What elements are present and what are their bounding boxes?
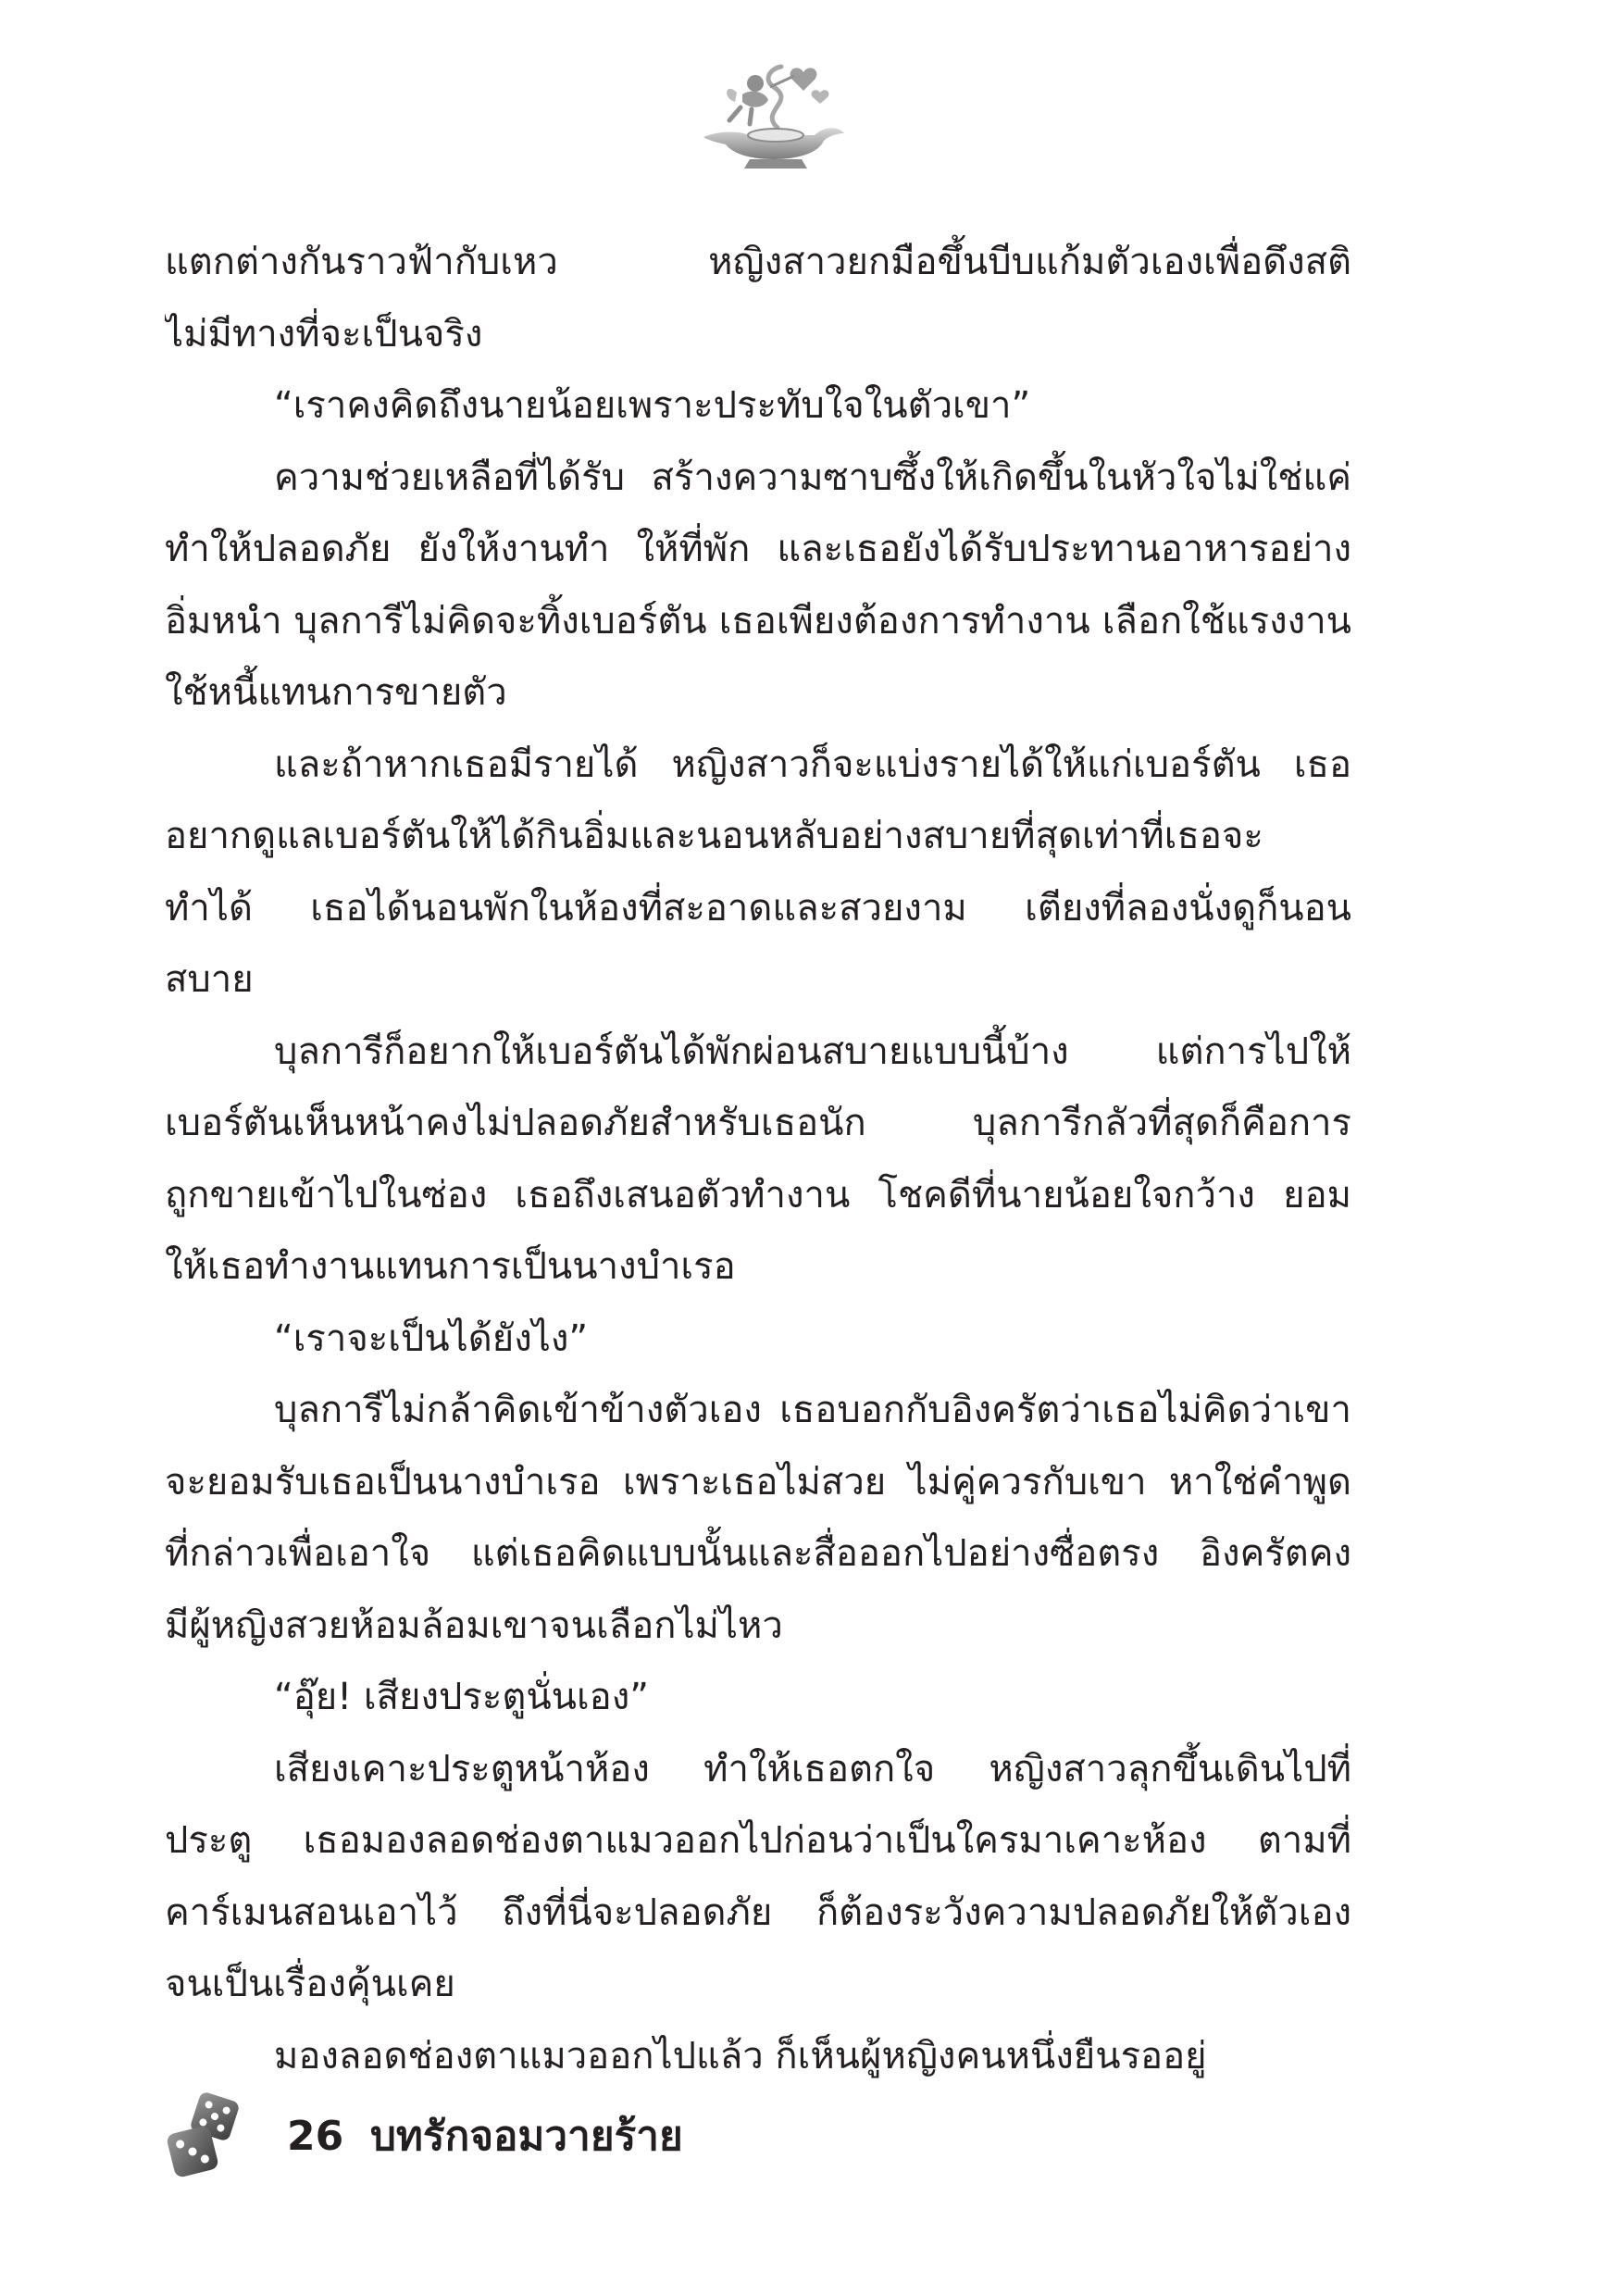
dice-icon: [165, 2090, 257, 2183]
text-line: บุลการีไม่กล้าคิดเข้าข้างตัวเอง เธอบอกกับอิงครัตว่าเธอไม่คิดว่าเขา: [274, 1389, 1351, 1431]
dialogue-line: “เราคงคิดถึงนายน้อยเพราะประทับใจในตัวเขา”: [274, 384, 1031, 427]
text-line: ประตู เธอมองลอดช่องตาแมวออกไปก่อนว่าเป็นใครมาเคาะห้อง ตามที่: [165, 1819, 1351, 1862]
text-line: มองลอดช่องตาแมวออกไปแล้ว ก็เห็นผู้หญิงคนหนึ่งยืนรออยู่: [274, 2034, 1207, 2078]
text-line: ใช้หนี้แทนการขายตัว: [165, 671, 507, 714]
dialogue-line: “เราจะเป็นได้ยังไง”: [274, 1316, 589, 1360]
text-line: ความช่วยเหลือที่ได้รับ สร้างความซาบซึ้งให้เกิดขึ้นในหัวใจไม่ใช่แค่: [274, 455, 1351, 499]
text-line: ไม่มีทางที่จะเป็นจริง: [165, 312, 483, 356]
text-line: จนเป็นเรื่องคุ้นเคย: [165, 1963, 455, 2005]
text-line: สบาย: [165, 958, 254, 1001]
text-line: ถูกขายเข้าไปในซ่อง เธอถึงเสนอตัวทำงาน โชคดีที่นายน้อยใจกว้าง ยอม: [165, 1173, 1351, 1217]
text-line: อิ่มหนำ บุลการีไม่คิดจะทิ้งเบอร์ตัน เธอเพียงต้องการทำงาน เลือกใช้แรงงาน: [165, 599, 1351, 643]
text-line: ให้เธอทำงานแทนการเป็นนางบำเรอ: [165, 1245, 736, 1288]
text-line: มีผู้หญิงสวยห้อมล้อมเขาจนเลือกไม่ไหว: [165, 1603, 783, 1647]
text-line: คาร์เมนสอนเอาไว้ ถึงที่นี่จะปลอดภัย ก็ต้องระวังความปลอดภัยให้ตัวเอง: [165, 1890, 1351, 1934]
body-text: [165, 227, 1351, 2092]
dialogue-line: “อุ๊ย! เสียงประตูนั่นเอง”: [274, 1676, 649, 1718]
text-line: จะยอมรับเธอเป็นนางบำเรอ เพราะเธอไม่สวย ไม่คู่ควรกับเขา หาใช่คำพูด: [165, 1460, 1351, 1504]
text-line: และถ้าหากเธอมีรายได้ หญิงสาวก็จะแบ่งรายได้ให้แก่เบอร์ตัน เธอ: [274, 742, 1351, 786]
text-line: ทำได้ เธอได้นอนพักในห้องที่สะอาดและสวยงาม เตียงที่ลองนั่งดูก็นอน: [165, 886, 1351, 930]
text-line: ทำให้ปลอดภัย ยังให้งานทำ ให้ที่พัก และเธอยังได้รับประทานอาหารอย่าง: [165, 528, 1351, 570]
text-line: แตกต่างกันราวฟ้ากับเหว หญิงสาวยกมือขึ้นบีบแก้มตัวเองเพื่อดึงสติ: [165, 241, 1351, 283]
text-line: เสียงเคาะประตูหน้าห้อง ทำให้เธอตกใจ หญิงสาวลุกขึ้นเดินไปที่: [274, 1747, 1351, 1791]
text-line: อยากดูแลเบอร์ตันให้ได้กินอิ่มและนอนหลับอย่างสบายที่สุดเท่าที่เธอจะ: [165, 815, 1263, 857]
text-line: เบอร์ตันเห็นหน้าคงไม่ปลอดภัยสำหรับเธอนัก บุลการีกลัวที่สุดก็คือการ: [165, 1102, 1351, 1144]
page-number: 26: [287, 2113, 344, 2160]
genie-lamp-icon: [685, 56, 861, 176]
page-footer: [165, 2090, 998, 2183]
text-line: ที่กล่าวเพื่อเอาใจ แต่เธอคิดแบบนั้นและสื่อออกไปอย่างซื่อตรง อิงครัตคง: [165, 1532, 1351, 1575]
book-title: บทรักจอมวายร้าย: [370, 2113, 683, 2160]
text-line: บุลการีก็อยากให้เบอร์ตันได้พักผ่อนสบายแบบนี้บ้าง แต่การไปให้: [274, 1029, 1351, 1073]
